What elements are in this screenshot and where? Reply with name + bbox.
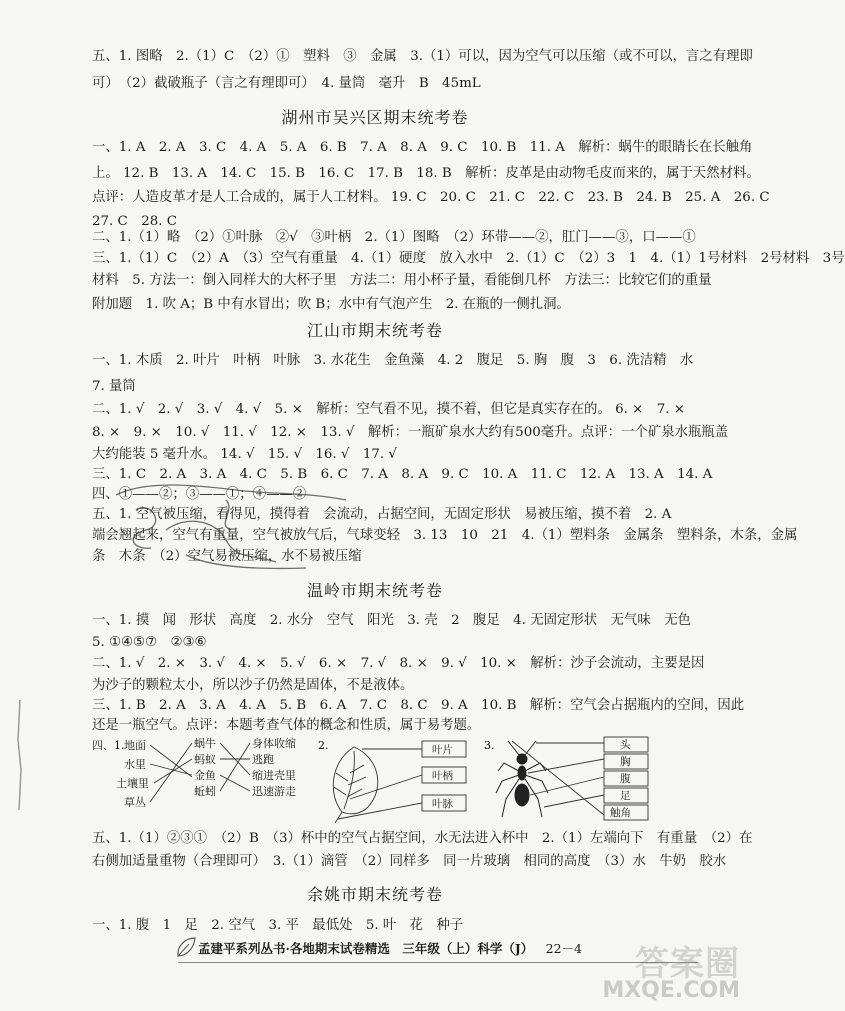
ant-part-label: 头 [620,739,631,751]
answer-line: 一、1. 摸 闻 形状 高度 2. 水分 空气 阳光 3. 壳 2 腹足 4. 无固定形状 无气味 无色 [92,613,691,628]
answer-line: 三、1. C 2. A 3. A 4. C 5. B 6. C 7. A 8. A 9. C 10. A 11. C 12. A 13. A 14. A [92,467,713,482]
habitat-label: 地面 [124,739,146,752]
answer-line: 四、①——②；③——①；④——② [92,487,307,502]
ant-part-label: 腹 [620,773,631,785]
leaf-part-label: 叶片 [432,744,453,756]
answer-line: 二、1. √ 2. × 3. √ 4. × 5. √ 6. × 7. √ 8. × 9. √ 10. × 解析：沙子会流动，主要是因 [92,656,705,671]
animal-label: 蚂蚁 [194,753,216,766]
answer-line: 材料 5. 方法一：倒入同样大的大杯子里 方法二：用小杯子量，看能倒几杯 方法三：比较它们的重量 [92,273,712,288]
answer-line: 点评：人造皮革才是人工合成的，属于人工材料。 19. C 20. C 21. C 22. C 23. B 24. B 25. A 26. C [92,190,770,205]
answer-line: 大约能装 5 毫升水。 14. √ 15. √ 16. √ 17. √ [92,447,397,462]
answer-line: 五、1.（1）②③① （2）B （3）杯中的空气占据空间，水无法进入杯中 2.（1）左端向下 有重量 （2）在 [92,831,753,846]
site-watermark [598,936,748,1008]
handwritten-stamp [106,470,356,582]
leaf-part-label: 叶脉 [432,798,453,810]
answer-line: 可） （2）截破瓶子（言之有理即可） 4. 量筒 毫升 B 45mL [92,76,481,91]
answer-line: 三、1. B 2. A 3. A 4. A 5. B 6. A 7. C 8. C 9. A 10. B 解析：空气会占据瓶内的空间，因此 [92,698,745,713]
reaction-label: 迅速游走 [252,785,296,798]
habitat-label: 土壤里 [116,777,149,790]
section-title: 湖州市吴兴区期末统考卷 [281,108,469,127]
answer-line: 5. ①④⑤⑦ ②③⑥ [92,635,207,650]
ant-part-label: 足 [620,790,631,802]
ant-part-label: 触角 [610,807,631,819]
watermark-url: MXQE.COM [602,978,740,1003]
leaf-logo-icon [175,936,197,960]
answer-line: 为沙子的颗粒太小，所以沙子仍然是固体，不是液体。 [92,678,414,693]
answer-line: 27. C 28. C [92,214,177,229]
animal-label: 金鱼 [194,769,216,782]
watermark-text: 答案圈 [635,944,740,984]
answer-line: 一、1. 腹 1 足 2. 空气 3. 平 最低处 5. 叶 花 种子 [92,918,464,933]
habitat-label: 草丛 [124,796,146,809]
matching-diagrams [92,737,652,827]
reaction-label: 缩进壳里 [252,769,296,782]
reaction-label: 逃跑 [252,753,274,766]
leaf-drawing [333,747,422,823]
diagram-q1-label: 四、1. [92,739,125,752]
answer-line: 一、1. A 2. A 3. C 4. A 5. A 6. B 7. A 8. A 9. C 10. B 11. A 解析：蜗牛的眼睛长在长触角 [92,140,753,155]
ant-part-label: 胸 [620,756,631,768]
footer-series-title: 孟建平系列丛书·各地期末试卷精选 三年级（上）科学（J） [198,941,534,956]
ant-drawing [496,741,548,817]
answer-line: 8. × 9. × 10. √ 11. √ 12. × 13. √ 解析：一瓶矿泉水大约有500毫升。点评：一个矿泉水瓶瓶盖 [92,425,729,440]
answer-line: 二、1. √ 2. √ 3. √ 4. √ 5. × 解析：空气看不见，摸不着，但它是真实存在的。 6. × 7. × [92,402,685,417]
section-title: 余姚市期末统考卷 [306,885,443,904]
answer-line: 条 木条 （2）空气易被压缩，水不易被压缩 [92,549,362,564]
scan-edge-mark [12,700,30,810]
section-title: 温岭市期末统考卷 [306,581,443,600]
answer-line: 右侧加适量重物（合理即可） 3.（1）滴管 （2）同样多 同一片玻璃 相同的高度 （3）水 牛奶 胶水 [92,854,727,869]
animal-label: 蜗牛 [194,737,216,750]
answer-line: 上。 12. B 13. A 14. C 15. B 16. C 17. B 18. B 解析：皮革是由动物毛皮而来的，属于天然材料。 [92,166,760,181]
answer-line: 附加题 1. 吹 A；B 中有水冒出；吹 B；水中有气泡产生 2. 在瓶的一侧扎洞。 [92,297,570,312]
answer-line: 二、1.（1）略 （2）①叶脉 ②√ ③叶柄 2.（1）图略 （2）环带——②，肛门——③，口——① [92,230,696,245]
habitat-label: 水里 [124,758,146,771]
animal-label: 蚯蚓 [194,785,216,798]
answer-line: 五、1. 图略 2.（1）C （2）① 塑料 ③ 金属 3.（1）可以，因为空气可以压缩（或不可以，言之有理即 [92,49,753,64]
answer-line: 7. 量筒 [92,379,136,394]
answer-line: 一、1. 木质 2. 叶片 叶柄 叶脉 3. 水花生 金鱼藻 4. 2 腹足 5. 胸 腹 3 6. 洗洁精 水 [92,353,694,368]
diagram-q3-label: 3. [484,739,495,752]
section-title: 江山市期末统考卷 [306,321,443,340]
footer-page-number: 22－4 [545,941,582,956]
answer-line: 五、1. 空气被压缩，看得见，摸得着 会流动，占据空间，无固定形状 易被压缩，摸不着 2. A [92,507,672,522]
answer-line: 三、1.（1）C （2）A （3）空气有重量 4.（1）硬度 放入水中 2.（1）C （2）3 1 4.（1）1号材料 2号材料 3号 [92,251,845,266]
reaction-label: 身体收缩 [252,737,296,750]
diagram-q2-label: 2. [318,739,329,752]
answer-line: 还是一瓶空气。点评：本题考查气体的概念和性质，属于易考题。 [92,718,481,733]
leaf-part-label: 叶柄 [432,770,453,782]
answer-line: 端会翘起来，空气有重量，空气被放气后，气球变轻 3. 13 10 21 4.（1）塑料条 金属条 塑料条，木条，金属 [92,528,798,543]
